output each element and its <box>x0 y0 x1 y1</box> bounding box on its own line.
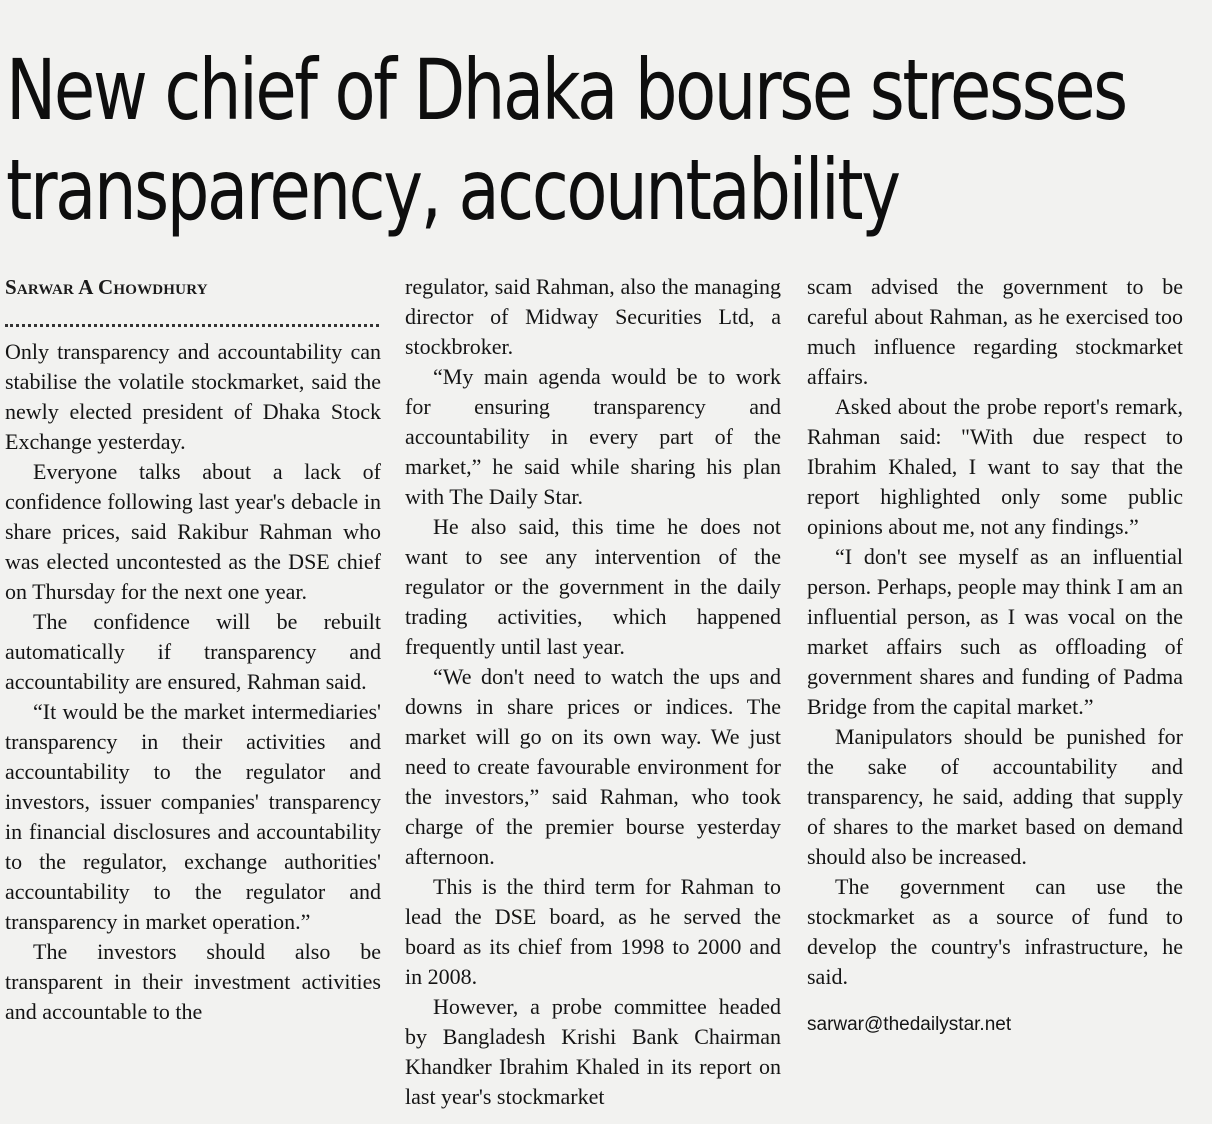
article-column-1 <box>5 272 381 1027</box>
byline-divider <box>5 312 379 327</box>
paragraph: The investors should also be transparent in their investment activities and accountable to the <box>5 939 381 1024</box>
paragraph: scam advised the government to be careful about Rahman, as he exercised too much influence regarding stockmarket affairs. <box>807 274 1183 389</box>
paragraph: The confidence will be rebuilt automatically if transparency and accountability are ensured, Rahman said. <box>5 609 381 694</box>
paragraph: Everyone talks about a lack of confidence following last year's debacle in share prices, said Rakibur Rahman who was elected uncontested as the DSE chief on Thursday for the next one year. <box>5 459 381 604</box>
headline-line-2: transparency, accountability <box>6 141 899 239</box>
paragraph: The government can use the stockmarket as a source of fund to develop the country's infrastructure, he said. <box>807 874 1183 989</box>
paragraph: “My main agenda would be to work for ensuring transparency and accountability in every part of the market,” he said while sharing his plan with The Daily Star. <box>405 364 781 509</box>
paragraph: Only transparency and accountability can stabilise the volatile stockmarket, said the newly elected president of Dhaka Stock Exchange yesterday. <box>5 339 381 454</box>
article-column-2 <box>405 272 781 1112</box>
paragraph: Asked about the probe report's remark, Rahman said: "With due respect to Ibrahim Khaled, I want to say that the report highlighted only some public opinions about me, not any findings.” <box>807 394 1183 539</box>
author-email: sarwar@thedailystar.net <box>807 1014 1012 1035</box>
paragraph: This is the third term for Rahman to lead the DSE board, as he served the board as its chief from 1998 to 2000 and in 2008. <box>405 874 781 989</box>
headline <box>6 40 1126 240</box>
paragraph: “I don't see myself as an influential person. Perhaps, people may think I am an influential person, as I was vocal on the market affairs such as offloading of government shares and funding of Padma Bridge from the capital market.” <box>807 544 1183 719</box>
paragraph: regulator, said Rahman, also the managing director of Midway Securities Ltd, a stockbroker. <box>405 274 781 359</box>
article-column-3 <box>807 272 1183 1040</box>
paragraph: “We don't need to watch the ups and downs in share prices or indices. The market will go on its own way. We just need to create favourable environment for the investors,” said Rahman, who took charge of the premier bourse yesterday afternoon. <box>405 664 781 869</box>
paragraph: Manipulators should be punished for the sake of accountability and transparency, he said, adding that supply of shares to the market based on demand should also be increased. <box>807 724 1183 869</box>
byline: Sarwar A Chowdhury <box>5 275 208 299</box>
paragraph: However, a probe committee headed by Bangladesh Krishi Bank Chairman Khandker Ibrahim Khaled in its report on last year's stockmarket <box>405 994 781 1109</box>
headline-line-1: New chief of Dhaka bourse stresses <box>6 41 1126 139</box>
paragraph: He also said, this time he does not want to see any intervention of the regulator or the government in the daily trading activities, which happened frequently until last year. <box>405 514 781 659</box>
paragraph: “It would be the market intermediaries' transparency in their activities and accountability to the regulator and investors, issuer companies' transparency in financial disclosures and accountability to the regulator, exchange authorities' accountability to the regulator and transparency in market operation.” <box>5 699 381 934</box>
